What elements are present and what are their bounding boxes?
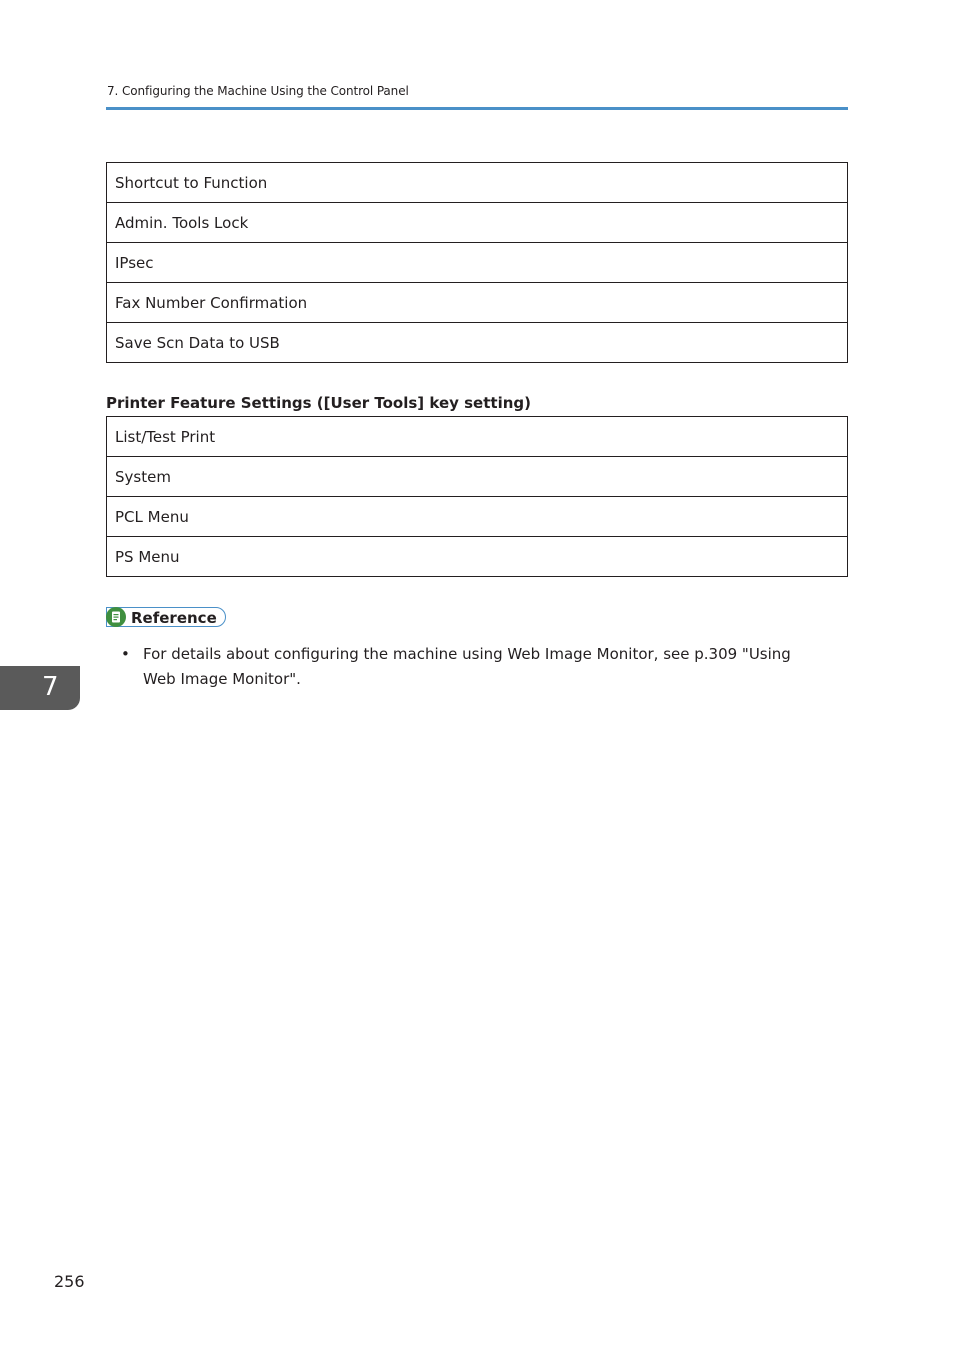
table-cell: Admin. Tools Lock: [107, 203, 848, 243]
chapter-number: 7: [42, 672, 59, 702]
table-row: [107, 243, 848, 283]
reference-title: Reference: [131, 609, 217, 627]
header-rule: [106, 107, 848, 110]
table-row: [107, 163, 848, 203]
printer-settings-table: [106, 416, 848, 577]
table-row: [107, 203, 848, 243]
reference-document-icon: [106, 607, 126, 627]
table-cell: Shortcut to Function: [107, 163, 848, 203]
table-cell: System: [107, 457, 848, 497]
table-row: [107, 537, 848, 577]
settings-table: [106, 162, 848, 363]
running-header: 7. Configuring the Machine Using the Control Panel: [107, 84, 409, 98]
table-row: [107, 497, 848, 537]
bullet-icon: •: [121, 645, 130, 663]
reference-text: For details about configuring the machine using Web Image Monitor, see p.309 "Using Web Image Monitor".: [143, 645, 791, 688]
table-row: [107, 417, 848, 457]
page-number: 256: [54, 1272, 85, 1291]
table-row: [107, 283, 848, 323]
reference-label: [106, 607, 226, 627]
table-row: [107, 323, 848, 363]
table-cell: IPsec: [107, 243, 848, 283]
table-cell: Fax Number Confirmation: [107, 283, 848, 323]
table-cell: PCL Menu: [107, 497, 848, 537]
table-cell: PS Menu: [107, 537, 848, 577]
table-cell: List/Test Print: [107, 417, 848, 457]
section-heading: Printer Feature Settings ([User Tools] key setting): [106, 394, 531, 412]
table-row: [107, 457, 848, 497]
table-cell: Save Scn Data to USB: [107, 323, 848, 363]
chapter-tab: [0, 666, 80, 710]
